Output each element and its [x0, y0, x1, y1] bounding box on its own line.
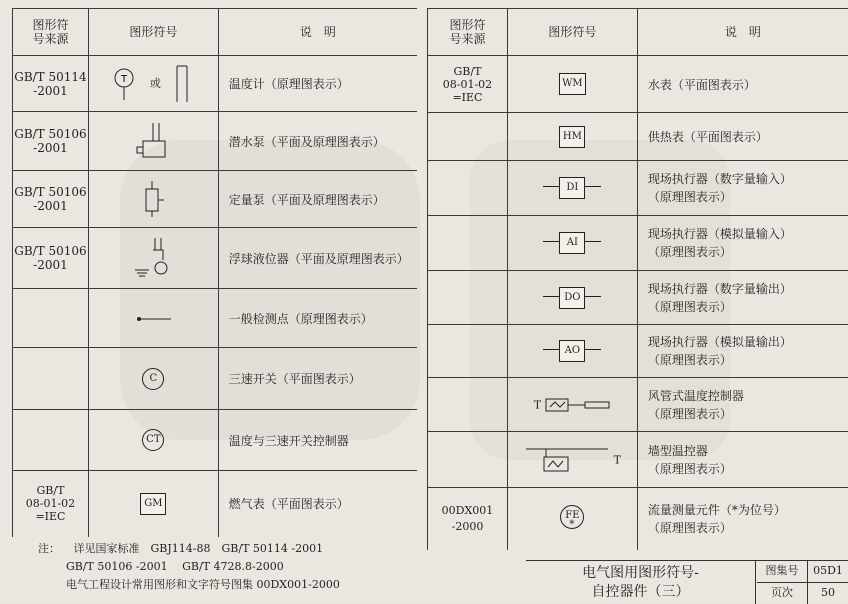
row-source: [428, 216, 508, 271]
row-desc: 一般检测点（原理图表示）: [218, 289, 417, 348]
atlas-number: 05D1: [808, 561, 848, 583]
flow-element-icon: FE *: [560, 505, 584, 533]
row-symbol: [507, 113, 637, 161]
row-symbol: [507, 325, 637, 378]
page-number: 50: [808, 583, 848, 604]
footnote-label: 注：: [38, 542, 60, 555]
row-desc: 温度与三速开关控制器: [218, 410, 417, 471]
row-desc: 燃气表（平面图表示）: [218, 471, 417, 537]
header-source: 图形符 号来源: [13, 9, 89, 56]
header-symbol: 图形符号: [88, 9, 218, 56]
row-desc: 现场执行器（数字量输出） （原理图表示）: [637, 271, 848, 325]
row-source: GB/T 50106 -2001: [13, 228, 89, 289]
footnote: [38, 540, 340, 594]
row-symbol: [88, 410, 218, 471]
table-row: [13, 171, 418, 228]
row-symbol: [88, 171, 218, 228]
measure-point-icon: [133, 314, 173, 324]
row-desc: 风管式温度控制器 （原理图表示）: [637, 378, 848, 432]
sheet-title: [526, 561, 756, 604]
table-row: [428, 271, 848, 325]
table-row: [428, 216, 848, 271]
table-row: [13, 56, 418, 112]
duct-thermostat-icon: [545, 397, 611, 413]
row-desc: 流量测量元件（*为位号） （原理图表示）: [637, 488, 848, 550]
float-level-icon: [131, 236, 175, 280]
row-symbol: [507, 432, 637, 488]
row-symbol: [88, 228, 218, 289]
table-row: [428, 56, 848, 113]
row-desc: 定量泵（平面及原理图表示）: [218, 171, 417, 228]
wall-thermostat-icon: [524, 445, 610, 475]
heat-meter-icon: HM: [559, 126, 585, 148]
table-row: [13, 112, 418, 171]
row-symbol: [88, 112, 218, 171]
header-desc: 说 明: [218, 9, 417, 56]
row-symbol: [507, 216, 637, 271]
table-row: [13, 410, 418, 471]
table-row: [428, 488, 848, 550]
row-source: [428, 432, 508, 488]
duct-thermostat-label: T: [534, 398, 541, 411]
table-row: [13, 289, 418, 348]
row-symbol: [507, 488, 637, 550]
water-meter-icon: WM: [559, 73, 586, 95]
row-source: GB/T 08-01-02 =IEC: [13, 471, 89, 537]
atlas-label: 图集号: [757, 561, 808, 583]
row-source: [13, 289, 89, 348]
analog-output-icon: AO: [559, 340, 585, 362]
row-source: [428, 161, 508, 216]
row-source: GB/T 50106 -2001: [13, 112, 89, 171]
row-symbol: [88, 348, 218, 410]
table-row: [428, 113, 848, 161]
table-row: [428, 432, 848, 488]
row-desc: 现场执行器（模拟量输入） （原理图表示）: [637, 216, 848, 271]
table-row: [428, 378, 848, 432]
page-label: 页次: [757, 583, 808, 604]
row-desc: 三速开关（平面图表示）: [218, 348, 417, 410]
submersible-pump-icon: [133, 121, 173, 161]
row-symbol: [507, 161, 637, 216]
row-desc: 墙型温控器 （原理图表示）: [637, 432, 848, 488]
row-symbol: [88, 289, 218, 348]
row-source: GB/T 50114 -2001: [13, 56, 89, 112]
row-desc: 浮球液位器（平面及原理图表示）: [218, 228, 417, 289]
digital-input-icon: DI: [559, 177, 585, 199]
title-block: [526, 560, 848, 604]
row-source: [428, 325, 508, 378]
thermometer-icon: [114, 66, 138, 102]
flow-element-star: *: [569, 519, 574, 530]
right-symbol-table: [427, 8, 848, 550]
footnote-line-3: 电气工程设计常用图形和文字符号图集 00DX001-2000: [66, 578, 340, 591]
row-source: [428, 271, 508, 325]
row-desc: 现场执行器（数字量输入） （原理图表示）: [637, 161, 848, 216]
header-desc: 说 明: [637, 9, 848, 56]
analog-input-icon: AI: [559, 232, 585, 254]
row-symbol: [88, 471, 218, 537]
row-desc: 现场执行器（模拟量输出） （原理图表示）: [637, 325, 848, 378]
footnote-line-2: GB/T 50106 -2001 GB/T 4728.8-2000: [66, 560, 284, 573]
row-desc: 温度计（原理图表示）: [218, 56, 417, 112]
sheet-title-line-1: 电气图用图形符号-: [526, 564, 755, 583]
row-source: [428, 113, 508, 161]
row-source: 00DX001 -2000: [428, 488, 508, 550]
thermometer-alt-icon: [173, 64, 193, 104]
svg-text:T: T: [120, 74, 128, 85]
table-row: [428, 325, 848, 378]
row-symbol: [507, 271, 637, 325]
row-source: [13, 348, 89, 410]
row-source: GB/T 50106 -2001: [13, 171, 89, 228]
header-source: 图形符 号来源: [428, 9, 508, 56]
table-row: [428, 161, 848, 216]
row-source: [13, 410, 89, 471]
sheet-title-line-2: 自控器件（三）: [526, 583, 755, 602]
row-desc: 供热表（平面图表示）: [637, 113, 848, 161]
table-row: [13, 471, 418, 537]
left-symbol-table: [12, 8, 417, 537]
or-text: 或: [150, 77, 161, 90]
row-symbol: [507, 378, 637, 432]
row-desc: 水表（平面图表示）: [637, 56, 848, 113]
temp-switch-controller-icon: CT: [142, 429, 164, 451]
row-desc: 潜水泵（平面及原理图表示）: [218, 112, 417, 171]
footnote-line-1: 详见国家标准 GBJ114-88 GB/T 50114 -2001: [74, 542, 324, 555]
table-row: [13, 228, 418, 289]
gas-meter-icon: GM: [140, 493, 166, 515]
header-symbol: 图形符号: [507, 9, 637, 56]
digital-output-icon: DO: [559, 287, 585, 309]
dosing-pump-icon: [138, 179, 168, 219]
row-source: [428, 378, 508, 432]
wall-thermostat-label: T: [614, 453, 621, 466]
row-symbol: [507, 56, 637, 113]
row-symbol: [88, 56, 218, 112]
three-speed-switch-icon: C: [142, 368, 164, 390]
table-row: [13, 348, 418, 410]
row-source: GB/T 08-01-02 =IEC: [428, 56, 508, 113]
